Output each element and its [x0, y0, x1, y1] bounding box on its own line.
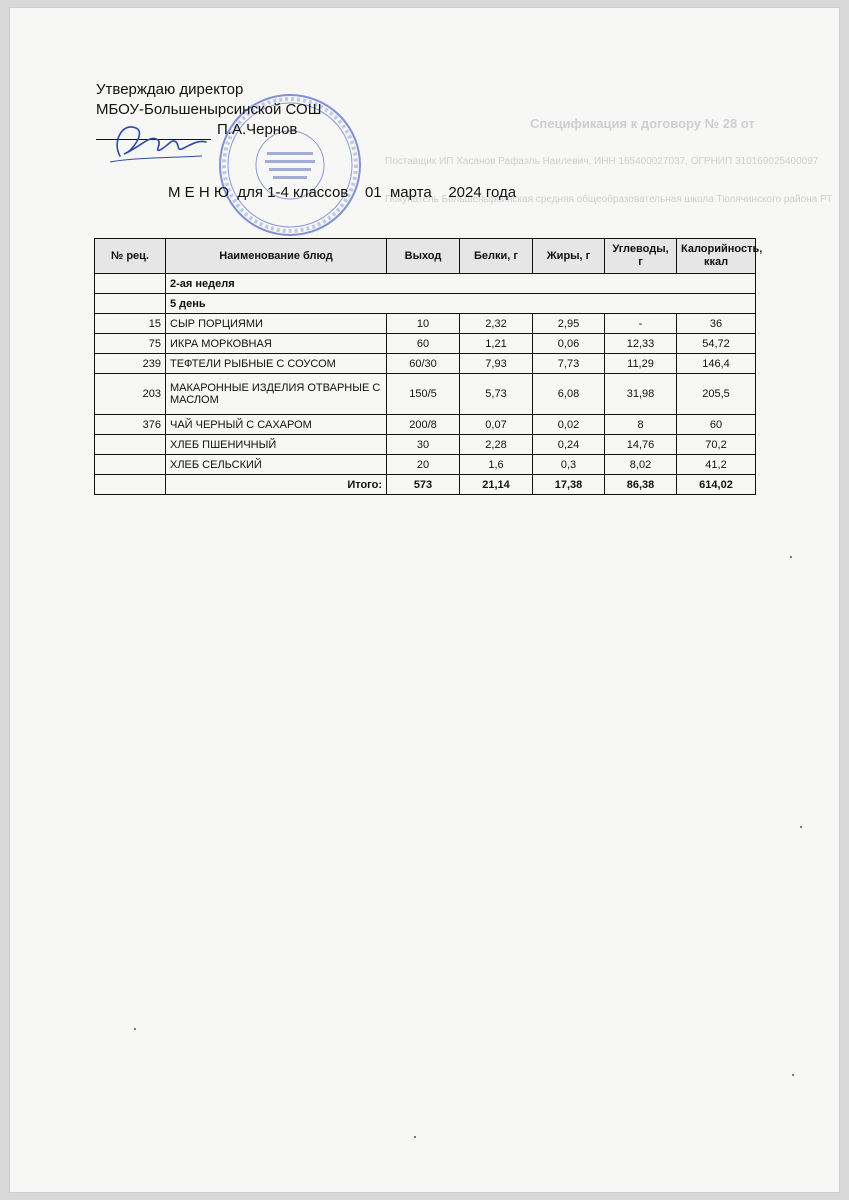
header-dish-name: Наименование блюд	[166, 239, 387, 274]
carbs: 8,02	[605, 455, 677, 475]
bleed-through-line-1: Поставщик ИП Хасанов Рафаэль Наилевич, ИНН 165400027037, ОГРНИП 310169025400097	[385, 156, 819, 167]
table-row	[95, 435, 756, 455]
output: 10	[387, 314, 460, 334]
dish-name: СЫР ПОРЦИЯМИ	[166, 314, 387, 334]
recipe-no: 15	[95, 314, 166, 334]
protein: 5,73	[460, 374, 533, 415]
protein: 0,07	[460, 415, 533, 435]
header-output: Выход	[387, 239, 460, 274]
output: 60/30	[387, 354, 460, 374]
output: 150/5	[387, 374, 460, 415]
scan-speck	[414, 1136, 416, 1138]
protein: 2,32	[460, 314, 533, 334]
fat: 7,73	[533, 354, 605, 374]
total-calories: 614,02	[677, 475, 756, 495]
total-protein: 21,14	[460, 475, 533, 495]
fat: 0,06	[533, 334, 605, 354]
carbs: 31,98	[605, 374, 677, 415]
day-row	[95, 294, 756, 314]
dish-name: ХЛЕБ ПШЕНИЧНЫЙ	[166, 435, 387, 455]
week-label: 2-ая неделя	[166, 274, 756, 294]
output: 20	[387, 455, 460, 475]
fat: 2,95	[533, 314, 605, 334]
fat: 0,02	[533, 415, 605, 435]
recipe-no	[95, 455, 166, 475]
week-row	[95, 274, 756, 294]
scan-speck	[134, 1028, 136, 1030]
table-row	[95, 415, 756, 435]
scan-speck	[792, 1074, 794, 1076]
output: 30	[387, 435, 460, 455]
header-fat: Жиры, г	[533, 239, 605, 274]
carbs: -	[605, 314, 677, 334]
menu-title: М Е Н Ю для 1-4 классов 01 марта 2024 года	[168, 184, 517, 201]
fat: 0,3	[533, 455, 605, 475]
bleed-through-heading: Спецификация к договору № 28 от	[530, 116, 755, 131]
recipe-no: 203	[95, 374, 166, 415]
dish-name: ЧАЙ ЧЕРНЫЙ С САХАРОМ	[166, 415, 387, 435]
carbs: 12,33	[605, 334, 677, 354]
carbs: 11,29	[605, 354, 677, 374]
protein: 1,6	[460, 455, 533, 475]
menu-table	[94, 238, 763, 495]
day-label: 5 день	[166, 294, 756, 314]
approval-signer: П.А.Чернов	[217, 121, 298, 138]
recipe-no: 376	[95, 415, 166, 435]
table-row	[95, 334, 756, 354]
table-row	[95, 314, 756, 334]
calories: 54,72	[677, 334, 756, 354]
scan-speck	[790, 556, 792, 558]
dish-name: ИКРА МОРКОВНАЯ	[166, 334, 387, 354]
dish-name: ТЕФТЕЛИ РЫБНЫЕ С СОУСОМ	[166, 354, 387, 374]
calories: 60	[677, 415, 756, 435]
dish-name: ХЛЕБ СЕЛЬСКИЙ	[166, 455, 387, 475]
protein: 7,93	[460, 354, 533, 374]
dish-name: МАКАРОННЫЕ ИЗДЕЛИЯ ОТВАРНЫЕ С МАСЛОМ	[166, 374, 387, 415]
calories: 36	[677, 314, 756, 334]
fat: 6,08	[533, 374, 605, 415]
header-recipe-no: № рец.	[95, 239, 166, 274]
header-protein: Белки, г	[460, 239, 533, 274]
document-page	[10, 8, 839, 1192]
protein: 1,21	[460, 334, 533, 354]
output: 200/8	[387, 415, 460, 435]
total-label: Итого:	[166, 475, 387, 495]
recipe-no: 75	[95, 334, 166, 354]
protein: 2,28	[460, 435, 533, 455]
output: 60	[387, 334, 460, 354]
scan-speck	[800, 826, 802, 828]
recipe-no: 239	[95, 354, 166, 374]
calories: 41,2	[677, 455, 756, 475]
carbs: 14,76	[605, 435, 677, 455]
table-row	[95, 455, 756, 475]
table-row	[95, 354, 756, 374]
carbs: 8	[605, 415, 677, 435]
header-carbs: Углеводы, г	[605, 239, 677, 274]
approval-line-2: МБОУ-Большенырсинской СОШ	[96, 101, 322, 118]
bleed-through-line-2: Покупатель Большенырсинская средняя общеобразовательная школа Тюлячинского района РТ	[385, 194, 833, 205]
calories: 70,2	[677, 435, 756, 455]
table-row	[95, 374, 756, 415]
table-header-row	[95, 239, 756, 274]
calories: 146,4	[677, 354, 756, 374]
total-carbs: 86,38	[605, 475, 677, 495]
recipe-no	[95, 435, 166, 455]
total-fat: 17,38	[533, 475, 605, 495]
fat: 0,24	[533, 435, 605, 455]
approval-line-1: Утверждаю директор	[96, 81, 244, 98]
total-output: 573	[387, 475, 460, 495]
total-row	[95, 475, 756, 495]
header-calories: Калорийность, ккал	[677, 239, 756, 274]
calories: 205,5	[677, 374, 756, 415]
handwritten-signature	[102, 112, 212, 172]
